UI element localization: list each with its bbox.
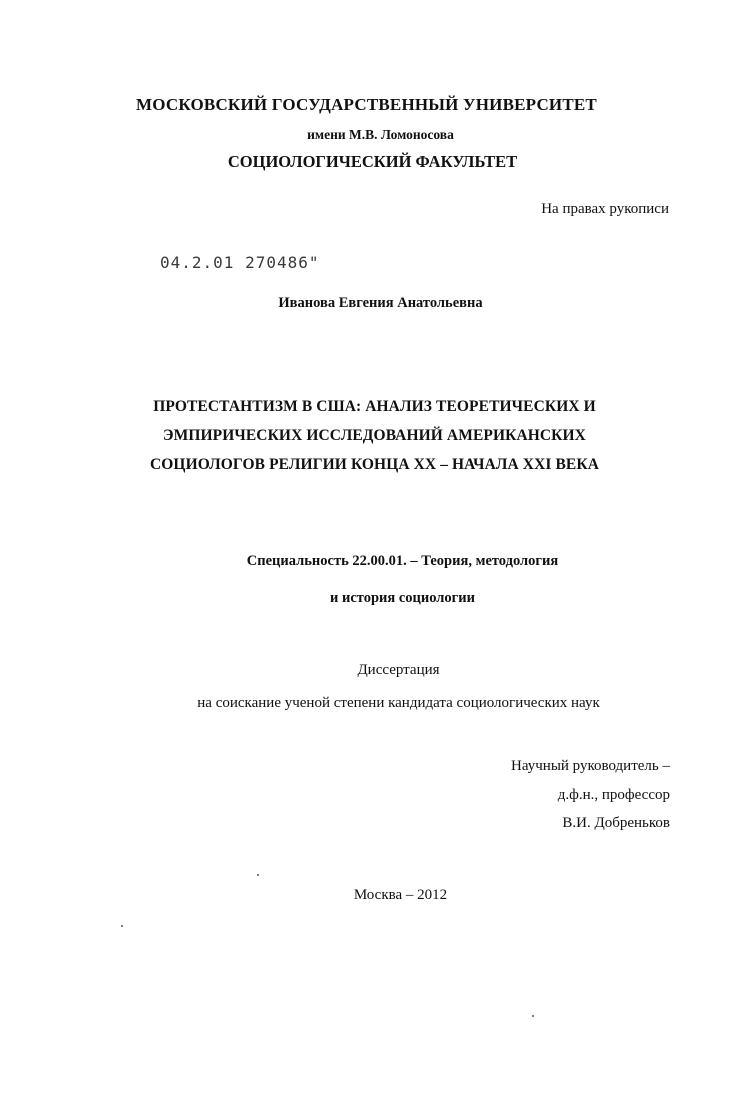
author-name: Иванова Евгения Анатольевна: [278, 295, 483, 311]
dissertation-title-line: ПРОТЕСТАНТИЗМ В США: АНАЛИЗ ТЕОРЕТИЧЕСКИХ И: [153, 398, 596, 415]
work-type: Диссертация: [357, 662, 440, 678]
dissertation-title-line: СОЦИОЛОГОВ РЕЛИГИИ КОНЦА XX – НАЧАЛА XXI ВЕКА: [149, 456, 600, 473]
degree-sought: на соискание ученой степени кандидата социологических наук: [197, 695, 600, 711]
city-year: Москва – 2012: [353, 887, 448, 903]
scan-speck: [121, 925, 123, 927]
dissertation-title-line: ЭМПИРИЧЕСКИХ ИССЛЕДОВАНИЙ АМЕРИКАНСКИХ: [163, 427, 586, 444]
manuscript-note: На правах рукописи: [541, 201, 669, 217]
supervisor-line: Научный руководитель –: [511, 758, 670, 774]
faculty-name: СОЦИОЛОГИЧЕСКИЙ ФАКУЛЬТЕТ: [227, 152, 518, 171]
specialty-line: и история социологии: [330, 590, 475, 606]
supervisor-line: д.ф.н., профессор: [557, 787, 670, 803]
scan-speck: [532, 1015, 534, 1017]
specialty-line: Специальность 22.00.01. – Теория, методология: [246, 553, 559, 569]
supervisor-line: В.И. Добреньков: [562, 815, 670, 831]
university-name: МОСКОВСКИЙ ГОСУДАРСТВЕННЫЙ УНИВЕРСИТЕТ: [136, 95, 597, 114]
registration-stamp: 04.2.01 270486": [160, 253, 320, 272]
named-after: имени М.В. Ломоносова: [307, 127, 454, 142]
scan-speck: [257, 874, 259, 876]
